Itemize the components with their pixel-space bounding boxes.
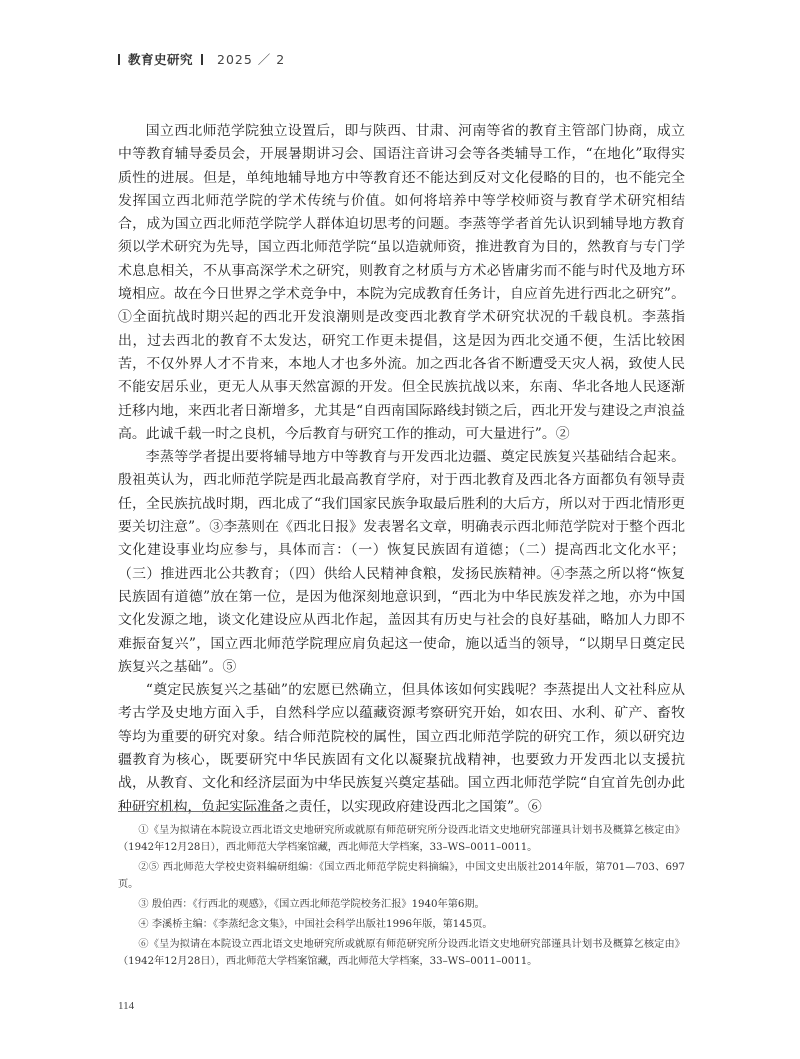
page-number: 114 [118,1000,135,1012]
footnote-5: ⑥《呈为拟请在本院设立西北语文史地研究所或就原有师范研究所分设西北语文史地研究部谨具计划书及概算乞核定由》（1942年12月28日），西北师范大学档案馆藏，西北师范大学档案，33–WS–0011–0011。 [118,939,685,967]
issue-number: 2025 ／ 2 [217,52,286,67]
header-left-bar [118,54,120,65]
footnote-4: ④ 李溪桥主编：《李蒸纪念文集》，中国社会科学出版社1996年版，第145页。 [138,919,493,930]
footnotes [118,822,685,973]
footnote-2: ②⑤ 西北师范大学校史资料编研组编：《国立西北师范学院史料摘编》，中国文史出版社2014年版，第701—703、697页。 [118,862,685,890]
footnote-3: ③ 殷伯西：《行西北的观感》，《国立西北师范学院校务汇报》1940年第6期。 [138,899,485,910]
article-body [118,120,685,819]
footnote-1: ①《呈为拟请在本院设立西北语文史地研究所或就原有师范研究所分设西北语文史地研究部谨具计划书及概算乞核定由》（1942年12月28日），西北师范大学档案馆藏，西北师范大学档案，33–WS–0011–0011。 [118,825,685,853]
body-paragraph-3: “奠定民族复兴之基础”的宏愿已然确立，但具体该如何实践呢？李蒸提出人文社科应从考古学及史地方面入手，自然科学应以蕴藏资源考察研究开始，如农田、水利、矿产、畜牧等均为重要的研究对象。结合师范院校的属性，国立西北师范学院的研究工作，须以研究边疆教育为核心，既要研究中华民族固有文化以凝聚抗战精神，也要致力开发西北以支援抗战，从教育、文化和经济层面为中华民族复兴奠定基础。国立西北师范学院“自宜首先创办此种研究机构，负起实际准备之责任，以实现政府建设西北之国策”。⑥ [118,682,685,815]
body-paragraph-2: 李蒸等学者提出要将辅导地方中等教育与开发西北边疆、奠定民族复兴基础结合起来。殷祖英认为，西北师范学院是西北最高教育学府，对于西北教育及西北各方面都负有领导责任，全民族抗战时期，西北成了“我们国家民族争取最后胜利的大后方，所以对于西北情形更要关切注意”。③李蒸则在《西北日报》发表署名文章，明确表示西北师范学院对于整个西北文化建设事业均应参与，具体而言：（一）恢复民族固有道德；（二）提高西北文化水平；（三）推进西北公共教育；（四）供给人民精神食粮，发扬民族精神。④李蒸之所以将“恢复民族固有道德”放在第一位，是因为他深刻地意识到，“西北为中华民族发祥之地，亦为中国文化发源之地，谈文化建设应从西北作起，盖因其有历史与社会的良好基础，略加人力即不难振奋复兴”，国立西北师范学院理应肩负起这一使命，施以适当的领导，“以期早日奠定民族复兴之基础”。⑤ [118,449,685,675]
journal-title: 教育史研究 [128,52,194,67]
footnote-separator [118,811,283,812]
body-paragraph-1: 国立西北师范学院独立设置后，即与陕西、甘肃、河南等省的教育主管部门协商，成立中等教育辅导委员会，开展暑期讲习会、国语注音讲习会等各类辅导工作，“在地化”取得实质性的进展。但是，单纯地辅导地方中等教育还不能达到反对文化侵略的目的，也不能完全发挥国立西北师范学院的学术传统与价值。如何将培养中等学校师资与教育学术研究相结合，成为国立西北师范学院学人群体迫切思考的问题。李蒸等学者首先认识到辅导地方教育须以学术研究为先导，国立西北师范学院“虽以造就师资，推进教育为目的，然教育与专门学术息息相关，不从事高深学术之研究，则教育之材质与方术必皆庸劣而不能与时代及地方环境相应。故在今日世界之学术竞争中，本院为完成教育任务计，自应首先进行西北之研究”。①全面抗战时期兴起的西北开发浪潮则是改变西北教育学术研究状况的千载良机。李蒸指出，过去西北的教育不太发达，研究工作更未提倡，这是因为西北交通不便，生活比较困苦，不仅外界人才不肯来，本地人才也多外流。加之西北各省不断遭受天灾人祸，致使人民不能安居乐业，更无人从事天然富源的开发。但全民族抗战以来，东南、华北各地人民逐渐迁移内地，来西北者日渐增多，尤其是“自西南国际路线封锁之后，西北开发与建设之声浪益高。此诚千载一时之良机，今后教育与研究工作的推动，可大量进行”。② [118,123,685,442]
running-header [118,50,285,68]
header-right-bar [201,54,203,65]
